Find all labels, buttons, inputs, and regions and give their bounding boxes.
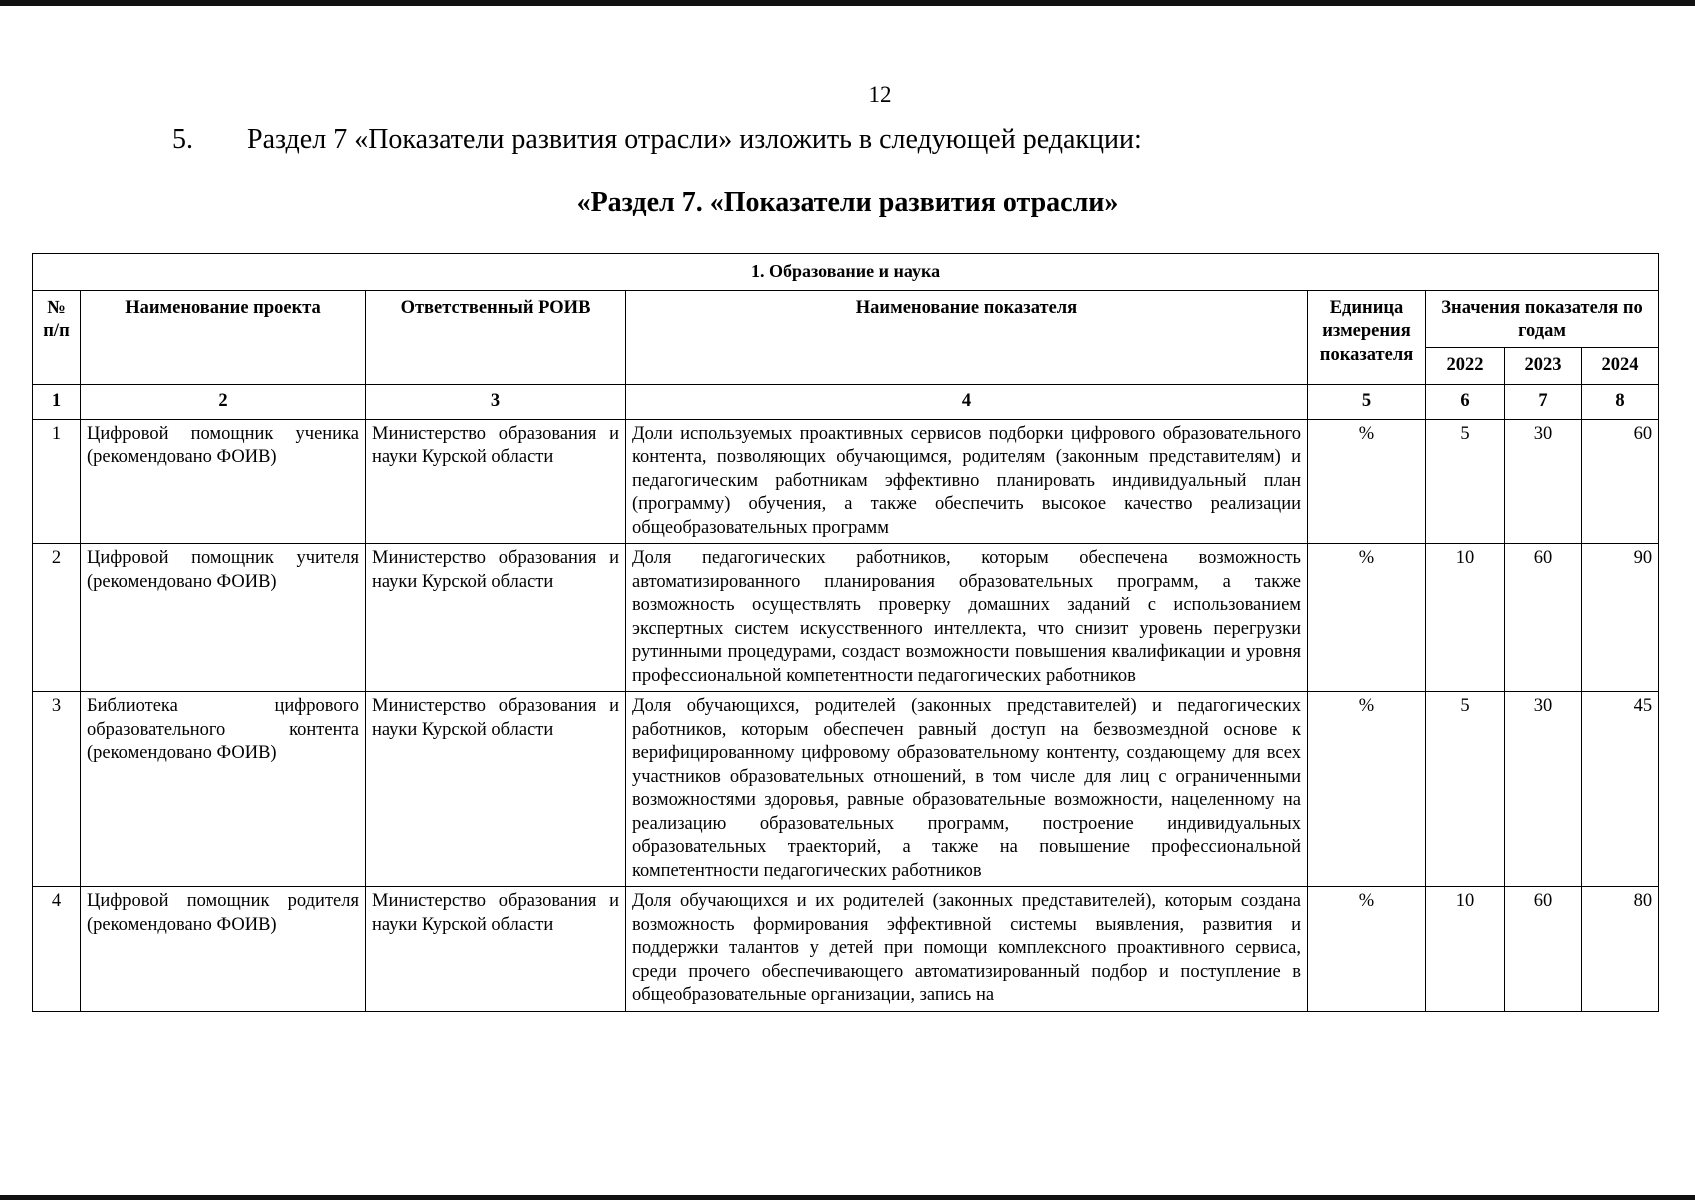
column-number: 8: [1582, 384, 1659, 419]
project-name: Библиотека цифрового образовательного контента (рекомендовано ФОИВ): [81, 692, 366, 887]
value-2022: 5: [1426, 692, 1505, 887]
value-2024: 90: [1582, 544, 1659, 692]
header-year-2022: 2022: [1426, 347, 1505, 384]
row-number: 2: [33, 544, 81, 692]
page-number: 12: [868, 82, 892, 107]
value-2022: 10: [1426, 544, 1505, 692]
scan-top-border: [0, 0, 1695, 6]
column-number: 5: [1308, 384, 1426, 419]
indicator-name: Доля педагогических работников, которым обеспечена возможность автоматизированного планирования образовательных программ, а также возможность осуществлять проверку домашних заданий с использованием экспертных систем искусственного интеллекта, что снизит уровень перегрузки рутинными процедурами, создаст возможности повышения квалификации и уровня профессиональной компетентности педагогических работников: [626, 544, 1308, 692]
unit: %: [1308, 692, 1426, 887]
responsible-roiv: Министерство образования и науки Курской области: [366, 419, 626, 544]
table-row: [33, 887, 1659, 1012]
table-group-title: 1. Образование и наука: [33, 254, 1659, 291]
responsible-roiv: Министерство образования и науки Курской области: [366, 544, 626, 692]
value-2022: 10: [1426, 887, 1505, 1012]
header-year-2024: 2024: [1582, 347, 1659, 384]
row-number: 1: [33, 419, 81, 544]
project-name: Цифровой помощник учителя (рекомендовано ФОИВ): [81, 544, 366, 692]
table-row: [33, 692, 1659, 887]
indicator-name: Доли используемых проактивных сервисов подборки цифрового образовательного контента, позволяющих обучающимся, родителям (законным представителям) и педагогическим работникам эффективно планировать индивидуальный план (программу) обучения, а также обеспечить высокое качество реализации общеобразовательных программ: [626, 419, 1308, 544]
value-2023: 60: [1505, 887, 1582, 1012]
table-row: [33, 419, 1659, 544]
value-2023: 30: [1505, 419, 1582, 544]
instruction-text: Раздел 7 «Показатели развития отрасли» изложить в следующей редакции:: [247, 124, 1142, 155]
instruction-number: 5.: [172, 124, 193, 155]
section-title: «Раздел 7. «Показатели развития отрасли»: [576, 187, 1119, 218]
scan-bottom-border: [0, 1195, 1695, 1200]
column-number: 7: [1505, 384, 1582, 419]
header-project: Наименование проекта: [81, 290, 366, 384]
header-indicator: Наименование показателя: [626, 290, 1308, 384]
column-number: 6: [1426, 384, 1505, 419]
header-num: № п/п: [33, 290, 81, 384]
value-2023: 60: [1505, 544, 1582, 692]
header-values-by-year: Значения показателя по годам: [1426, 290, 1659, 347]
table-row: [33, 544, 1659, 692]
project-name: Цифровой помощник ученика (рекомендовано ФОИВ): [81, 419, 366, 544]
header-unit: Единица измерения показателя: [1308, 290, 1426, 384]
column-number-row: [33, 384, 1659, 419]
header-roiv: Ответственный РОИВ: [366, 290, 626, 384]
value-2023: 30: [1505, 692, 1582, 887]
value-2024: 45: [1582, 692, 1659, 887]
value-2022: 5: [1426, 419, 1505, 544]
row-number: 4: [33, 887, 81, 1012]
unit: %: [1308, 419, 1426, 544]
responsible-roiv: Министерство образования и науки Курской области: [366, 887, 626, 1012]
indicators-table: [32, 253, 1659, 1012]
unit: %: [1308, 544, 1426, 692]
row-number: 3: [33, 692, 81, 887]
project-name: Цифровой помощник родителя (рекомендовано ФОИВ): [81, 887, 366, 1012]
indicator-name: Доля обучающихся, родителей (законных представителей) и педагогических работников, которым обеспечен равный доступ на безвозмездной основе к верифицированному цифровому образовательному контенту, создающему для всех участников образовательных отношений, в том числе для лиц с ограниченными возможностями здоровья, равные образовательные возможности, нацеленному на реализацию образовательных программ, построение индивидуальных образовательных траекторий, а также на повышение профессиональной компетентности педагогических работников: [626, 692, 1308, 887]
column-number: 3: [366, 384, 626, 419]
indicator-name: Доля обучающихся и их родителей (законных представителей), которым создана возможность формирования эффективной системы выявления, развития и поддержки талантов у детей при помощи комплексного проактивного сервиса, среди прочего обеспечивающего автоматизированный подбор и поступление в общеобразовательные организации, запись на: [626, 887, 1308, 1012]
column-number: 4: [626, 384, 1308, 419]
unit: %: [1308, 887, 1426, 1012]
header-year-2023: 2023: [1505, 347, 1582, 384]
value-2024: 60: [1582, 419, 1659, 544]
column-number: 2: [81, 384, 366, 419]
responsible-roiv: Министерство образования и науки Курской области: [366, 692, 626, 887]
value-2024: 80: [1582, 887, 1659, 1012]
instruction-paragraph: [172, 124, 1142, 156]
column-number: 1: [33, 384, 81, 419]
